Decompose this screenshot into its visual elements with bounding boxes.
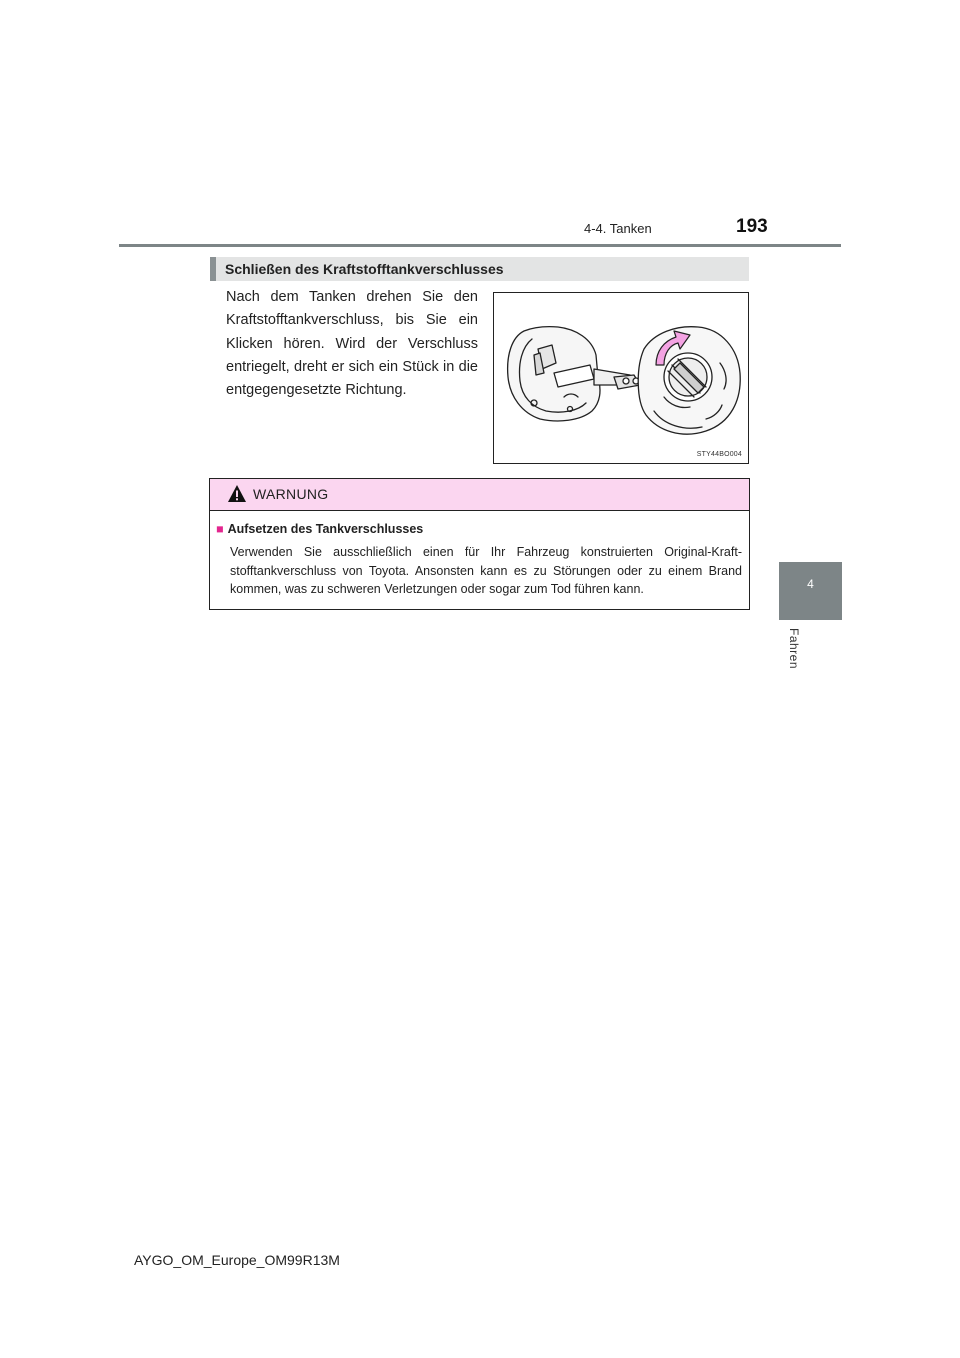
warning-item-title-text: Aufsetzen des Tankverschlusses: [227, 522, 424, 536]
header-rule: [119, 244, 841, 247]
section-reference: 4-4. Tanken: [584, 221, 652, 236]
page-number: 193: [736, 216, 768, 237]
warning-item-title: [216, 522, 423, 536]
figure-code: STY44BO004: [696, 451, 742, 458]
section-heading: [210, 257, 749, 281]
fuel-cap-illustration: [494, 293, 748, 463]
warning-triangle-icon: [227, 484, 247, 503]
bullet-square-icon: ■: [216, 522, 224, 536]
chapter-tab: [779, 562, 842, 620]
warning-box: [209, 478, 750, 610]
body-paragraph: Nach dem Tanken drehen Sie den Kraftstofftankverschluss, bis Sie ein Klicken hören. Wird der Verschluss entriegelt, dreht er sich ein Stück in die entgegengesetzte Richtung.: [226, 289, 478, 399]
section-heading-text: Schließen des Kraftstofftankverschlusses: [225, 261, 504, 277]
warning-title: WARNUNG: [253, 486, 329, 502]
chapter-number: 4: [807, 577, 814, 591]
footer-document-code: AYGO_OM_Europe_OM99R13M: [134, 1252, 340, 1268]
chapter-label: Fahren: [787, 628, 801, 670]
warning-item-text: Verwenden Sie ausschließlich einen für Ihr Fahrzeug konstruierten Original-Kraft-stofftankverschluss von Toyota. Ansonsten kann es zu Störungen oder zu einem Brand kommen, was zu schweren Verletzungen oder sogar zum Tod führen kann.: [230, 545, 742, 596]
warning-header: [210, 479, 749, 511]
fuel-cap-figure: [493, 292, 749, 464]
